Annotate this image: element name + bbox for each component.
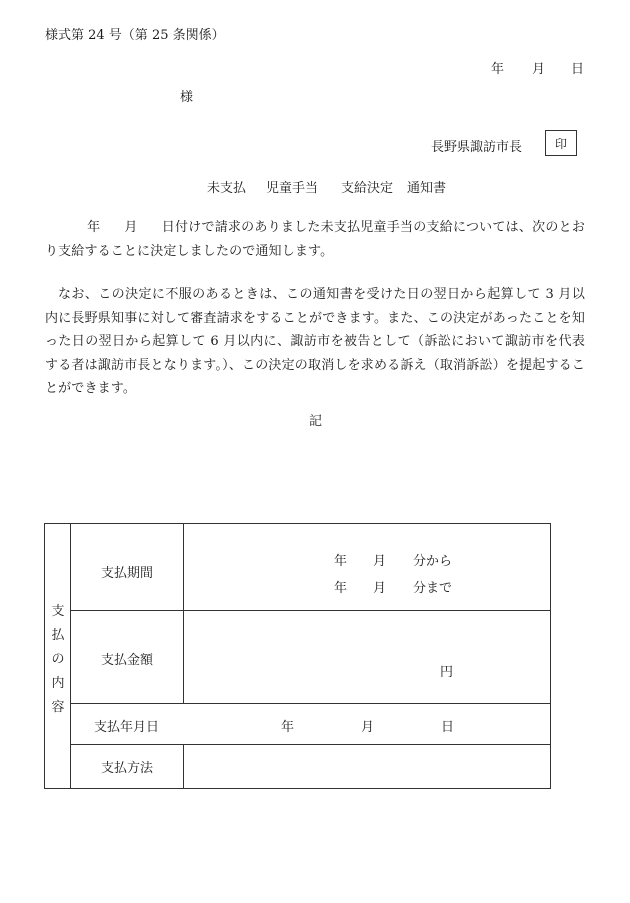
payment-date-month: 月 — [361, 720, 375, 735]
period-to-year: 年 — [334, 581, 348, 596]
seal-box — [545, 130, 577, 156]
body-paragraph-1 — [45, 216, 585, 263]
vert-char: 支 — [51, 604, 65, 619]
para1-text: 日付けで請求のありました未支払児童手当の支給については、次のとおり支給することに決定しましたので通知します。 — [45, 220, 585, 259]
seal-text: 印 — [554, 136, 567, 151]
title-part-3: 支給決定 — [341, 181, 394, 196]
table-divider-h1 — [70, 610, 551, 611]
body-paragraph-2: なお、この決定に不服のあるときは、この通知書を受けた日の翌日から起算して 3 月以内に長野県知事に対して審査請求をすることができます。また、この決定があったことを知った日の翌日から起算して 6 月以内に、諏訪市を被告として（訴訟において諏訪市を代表する者は諏訪市長となります。）、この決定の取消しを求める訴え（取消訴訟）を提起することができます。 — [45, 287, 585, 396]
issuer-name: 長野県諏訪市長 — [431, 140, 523, 155]
form-number: 様式第 24 号（第 25 条関係） — [45, 28, 225, 43]
date-year-label: 年 — [491, 62, 505, 77]
para1-year: 年 — [87, 220, 101, 235]
table-divider-v1 — [70, 523, 71, 789]
table-divider-h2 — [70, 703, 551, 704]
table-divider-v2 — [183, 523, 184, 703]
period-label: 支払期間 — [101, 566, 154, 581]
payment-date-day: 日 — [441, 720, 455, 735]
period-from-suffix: 分から — [413, 554, 453, 569]
date-month-label: 月 — [532, 62, 546, 77]
vertical-label-payment-content — [51, 600, 65, 720]
title-part-1: 未支払 — [207, 181, 247, 196]
para1-month: 月 — [124, 220, 138, 235]
table-divider-h3 — [70, 744, 551, 745]
period-to-month: 月 — [373, 581, 387, 596]
date-day-label: 日 — [571, 62, 585, 77]
period-from-month: 月 — [373, 554, 387, 569]
vert-char: 内 — [51, 676, 65, 691]
payment-method-label: 支払方法 — [101, 761, 154, 776]
vert-char: 容 — [51, 700, 65, 715]
amount-label: 支払金額 — [101, 653, 154, 668]
vert-char: の — [51, 652, 65, 667]
amount-unit: 円 — [440, 665, 454, 680]
title-part-4: 通知書 — [407, 181, 447, 196]
recipient-suffix: 様 — [180, 90, 194, 105]
payment-date-label: 支払年月日 — [94, 720, 160, 735]
title-part-2: 児童手当 — [266, 181, 319, 196]
payment-date-year: 年 — [281, 720, 295, 735]
table-divider-v3 — [183, 744, 184, 789]
period-from-year: 年 — [334, 554, 348, 569]
vert-char: 払 — [51, 628, 65, 643]
ki-mark: 記 — [309, 414, 323, 429]
period-to-suffix: 分まで — [413, 581, 453, 596]
